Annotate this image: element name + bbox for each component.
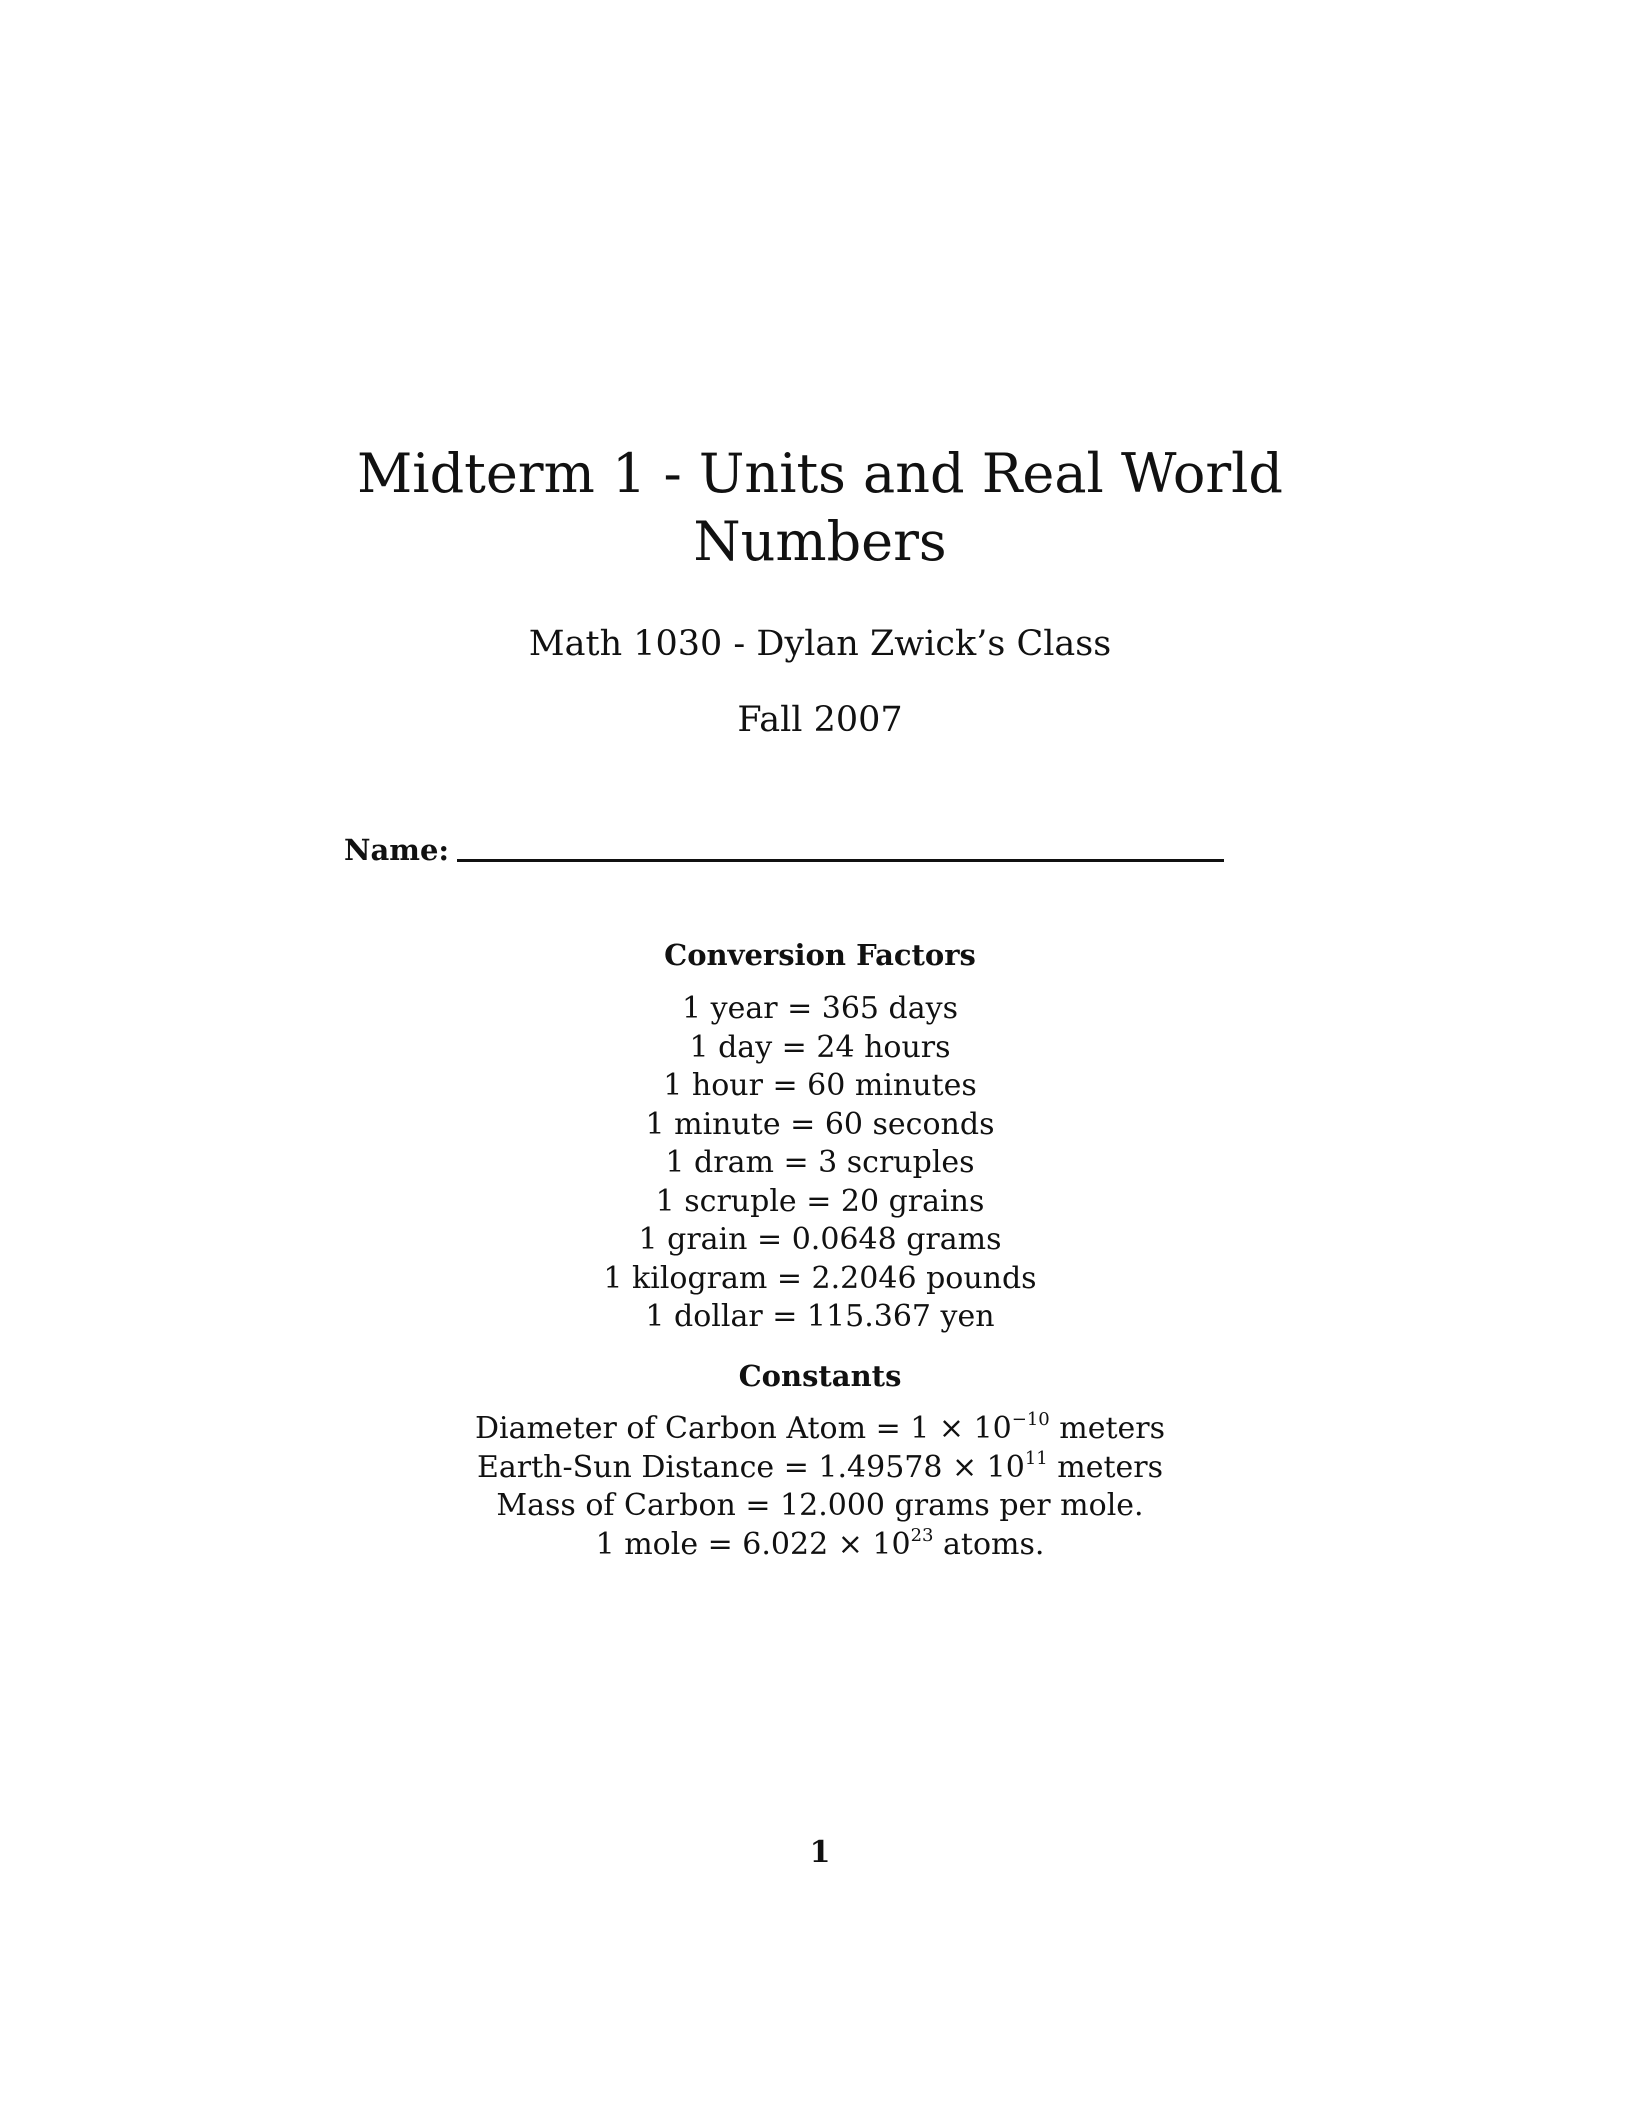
constants-list [0,1410,1640,1564]
constant-text: 1 mole = 6.022 × 10 [595,1526,911,1562]
conversion-factors-heading: Conversion Factors [664,938,976,972]
exponent: 23 [910,1524,934,1546]
page-number: 1 [809,1835,831,1870]
constant-carbon-mass: Mass of Carbon = 12.000 grams per mole. [496,1488,1144,1523]
page-title [0,440,1640,576]
constant-carbon-diameter [0,1410,1640,1449]
term-label: Fall 2007 [737,700,903,740]
constants-heading: Constants [738,1359,902,1393]
list-item: 1 hour = 60 minutes [663,1068,977,1103]
list-item: 1 kilogram = 2.2046 pounds [603,1260,1037,1296]
exponent: 11 [1024,1447,1048,1469]
constant-unit: meters [1049,1411,1166,1446]
title-line-2: Numbers [693,510,947,573]
course-subtitle: Math 1030 - Dylan Zwick’s Class [528,624,1112,664]
list-item: 1 minute = 60 seconds [645,1106,995,1142]
constant-text: Diameter of Carbon Atom = 1 × 10 [474,1411,1012,1446]
name-field-row [344,818,1224,868]
constant-mole [0,1526,1640,1565]
list-item: 1 dollar = 115.367 yen [645,1299,995,1334]
constant-unit: atoms. [933,1526,1045,1562]
constant-earth-sun-distance [0,1449,1640,1488]
list-item: 1 grain = 0.0648 grams [638,1222,1002,1257]
list-item: 1 year = 365 days [682,991,958,1026]
constant-unit: meters [1047,1449,1164,1485]
constant-text: Earth-Sun Distance = 1.49578 × 10 [476,1449,1025,1485]
name-label: Name: [344,833,450,867]
list-item: 1 dram = 3 scruples [665,1145,975,1180]
conversion-factors-list [0,990,1640,1337]
name-input[interactable] [457,859,1224,862]
list-item: 1 day = 24 hours [689,1029,951,1065]
title-line-1: Midterm 1 - Units and Real World [357,442,1283,505]
list-item: 1 scruple = 20 grains [655,1183,985,1219]
exponent: −10 [1011,1409,1050,1430]
